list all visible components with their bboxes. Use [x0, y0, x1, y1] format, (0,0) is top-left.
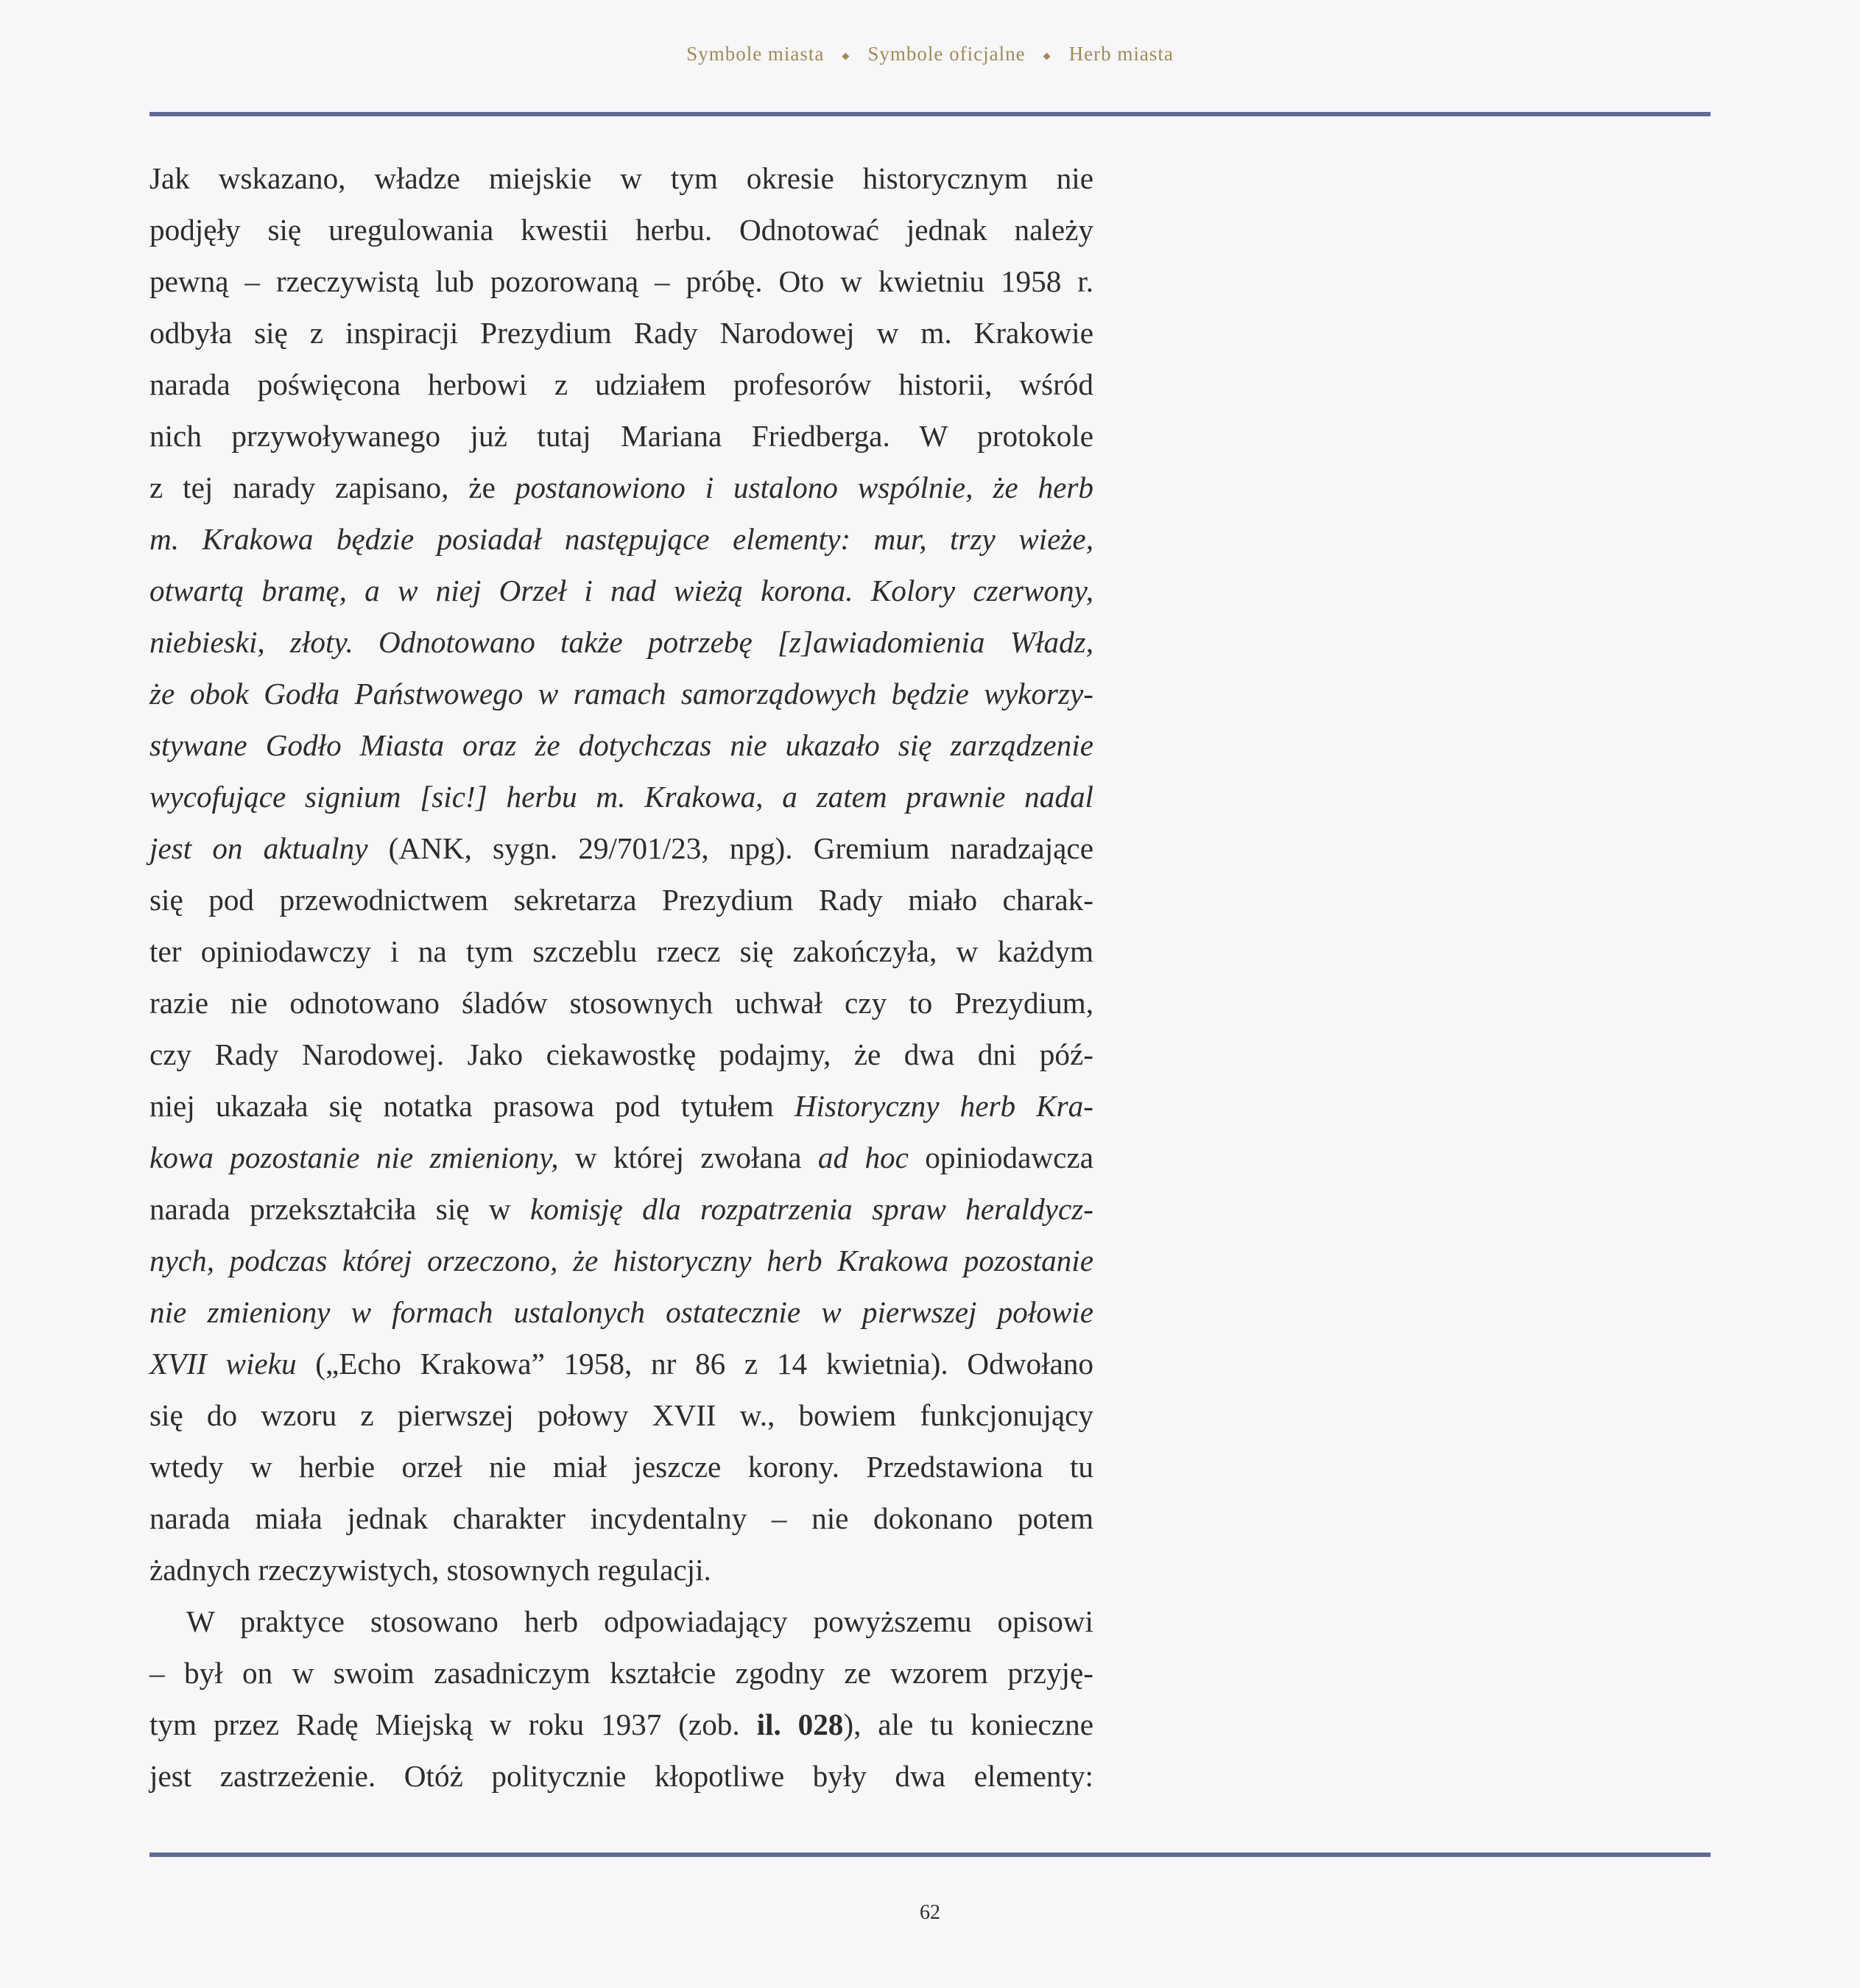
- text-line: [149, 410, 1093, 462]
- text-run: narada miała jednak charakter incydentalny – nie dokonano potem: [149, 1501, 1093, 1535]
- italic-text: postanowiono i ustalono wspólnie, że herb: [515, 470, 1093, 504]
- text-line: [149, 719, 1093, 771]
- bold-text: il. 028: [756, 1707, 844, 1741]
- text-run: odbyła się z inspiracji Prezydium Rady Narodowej w m. Krakowie: [149, 316, 1093, 350]
- text-line: [149, 1286, 1093, 1338]
- text-line: [149, 822, 1093, 874]
- text-line: [149, 255, 1093, 307]
- text-run: – był on w swoim zasadniczym kształcie zgodny ze wzorem przyję-: [149, 1656, 1093, 1690]
- text-run: tym przez Radę Miejską w roku 1937 (zob.: [149, 1707, 757, 1741]
- text-line: [149, 204, 1093, 255]
- italic-text: nych, podczas której orzeczono, że historyczny herb Krakowa pozostanie: [149, 1244, 1093, 1277]
- text-run: opiniodawcza: [908, 1141, 1093, 1174]
- text-run: W praktyce stosowano herb odpowiadający powyższemu opisowi: [186, 1604, 1093, 1638]
- page-number: 62: [920, 1901, 940, 1924]
- text-run: jest zastrzeżenie. Otóż politycznie kłopotliwe były dwa elementy:: [149, 1759, 1093, 1793]
- text-run: ter opiniodawczy i na tym szczeblu rzecz się zakończyła, w każdym: [149, 934, 1093, 968]
- text-line: [149, 1699, 1093, 1750]
- running-header: [0, 43, 1860, 66]
- text-line: [149, 152, 1093, 204]
- text-line: [149, 1492, 1093, 1544]
- italic-text: m. Krakowa będzie posiadał następujące elementy: mur, trzy wieże,: [149, 522, 1093, 556]
- text-run: Jak wskazano, władze miejskie w tym okresie historycznym nie: [149, 161, 1093, 195]
- text-line: [149, 513, 1093, 565]
- text-line: [149, 1029, 1093, 1080]
- text-line: [149, 977, 1093, 1029]
- text-line: [149, 1338, 1093, 1389]
- text-line: [149, 1544, 1093, 1596]
- text-line: [149, 771, 1093, 822]
- text-run: wtedy w herbie orzeł nie miał jeszcze korony. Przedstawiona tu: [149, 1450, 1093, 1484]
- text-run: nich przywoływanego już tutaj Mariana Friedberga. W protokole: [149, 419, 1093, 453]
- text-run: w której zwołana: [558, 1141, 818, 1174]
- text-run: czy Rady Narodowej. Jako ciekawostkę podajmy, że dwa dni póź-: [149, 1037, 1093, 1071]
- italic-text: nie zmieniony w formach ustalonych ostatecznie w pierwszej połowie: [149, 1295, 1093, 1329]
- text-line: [149, 668, 1093, 719]
- text-line: [149, 1596, 1093, 1647]
- italic-text: kowa pozostanie nie zmieniony,: [149, 1141, 559, 1174]
- text-run: ), ale tu konieczne: [843, 1707, 1093, 1741]
- header-crumb-3: Herb miasta: [1068, 43, 1174, 65]
- text-line: [149, 462, 1093, 513]
- text-run: niej ukazała się notatka prasowa pod tytułem: [149, 1089, 795, 1123]
- italic-text: Odnotowano także potrzebę [z]awiadomienia Władz,: [378, 625, 1094, 659]
- bottom-rule: [149, 1853, 1711, 1857]
- text-run: („Echo Krakowa” 1958, nr 86 z 14 kwietnia). Odwołano: [296, 1347, 1093, 1381]
- italic-text: niebieski, złoty.: [149, 625, 353, 659]
- italic-text: stywane Godło Miasta oraz że dotychczas nie ukazało się zarządzenie: [149, 728, 1093, 762]
- text-run: się pod przewodnictwem sekretarza Prezydium Rady miało charak-: [149, 883, 1093, 917]
- text-run: podjęły się uregulowania kwestii herbu. Odnotować jednak należy: [149, 213, 1093, 247]
- italic-text: ad hoc: [817, 1141, 909, 1174]
- text-line: [149, 926, 1093, 977]
- text-run: (ANK, sygn. 29/701/23, npg). Gremium naradzające: [367, 831, 1093, 865]
- text-line: [149, 1132, 1093, 1183]
- text-run: się do wzoru z pierwszej połowy XVII w., bowiem funkcjonujący: [149, 1398, 1093, 1432]
- header-crumb-2: Symbole oficjalne: [867, 43, 1026, 65]
- text-line: [149, 565, 1093, 616]
- text-line: [149, 359, 1093, 410]
- text-line: [149, 1235, 1093, 1286]
- italic-text: jest on aktualny: [149, 831, 368, 865]
- text-line: [149, 307, 1093, 359]
- italic-text: Historyczny herb Kra-: [794, 1089, 1093, 1123]
- text-line: [149, 1750, 1093, 1802]
- text-line: [149, 1080, 1093, 1132]
- text-run: żadnych rzeczywistych, stosownych regulacji.: [149, 1553, 711, 1587]
- italic-text: XVII wieku: [149, 1347, 297, 1381]
- text-run: pewną – rzeczywistą lub pozorowaną – próbę. Oto w kwietniu 1958 r.: [149, 264, 1093, 298]
- italic-text: komisję dla rozpatrzenia spraw heraldycz-: [529, 1192, 1093, 1226]
- text-line: [149, 1441, 1093, 1492]
- body-text: [149, 152, 1093, 1802]
- diamond-separator-icon: ◆: [842, 49, 850, 61]
- italic-text: że obok Godła Państwowego w ramach samorządowych będzie wykorzy-: [149, 677, 1093, 711]
- top-rule: [149, 112, 1711, 116]
- text-line: [149, 1183, 1093, 1235]
- text-run: narada przekształciła się w: [149, 1192, 530, 1226]
- italic-text: otwartą bramę, a w niej Orzeł i nad wieżą korona. Kolory czerwony,: [149, 574, 1093, 607]
- text-run: narada poświęcona herbowi z udziałem profesorów historii, wśród: [149, 367, 1093, 401]
- text-run: [353, 625, 378, 659]
- text-run: z tej narady zapisano, że: [149, 470, 515, 504]
- text-line: [149, 874, 1093, 926]
- text-line: [149, 1647, 1093, 1699]
- text-run: razie nie odnotowano śladów stosownych uchwał czy to Prezydium,: [149, 986, 1093, 1020]
- diamond-separator-icon: ◆: [1043, 49, 1051, 61]
- italic-text: wycofujące signium [sic!] herbu m. Krakowa, a zatem prawnie nadal: [149, 780, 1093, 814]
- text-line: [149, 1389, 1093, 1441]
- header-crumb-1: Symbole miasta: [686, 43, 825, 65]
- text-line: [149, 616, 1093, 668]
